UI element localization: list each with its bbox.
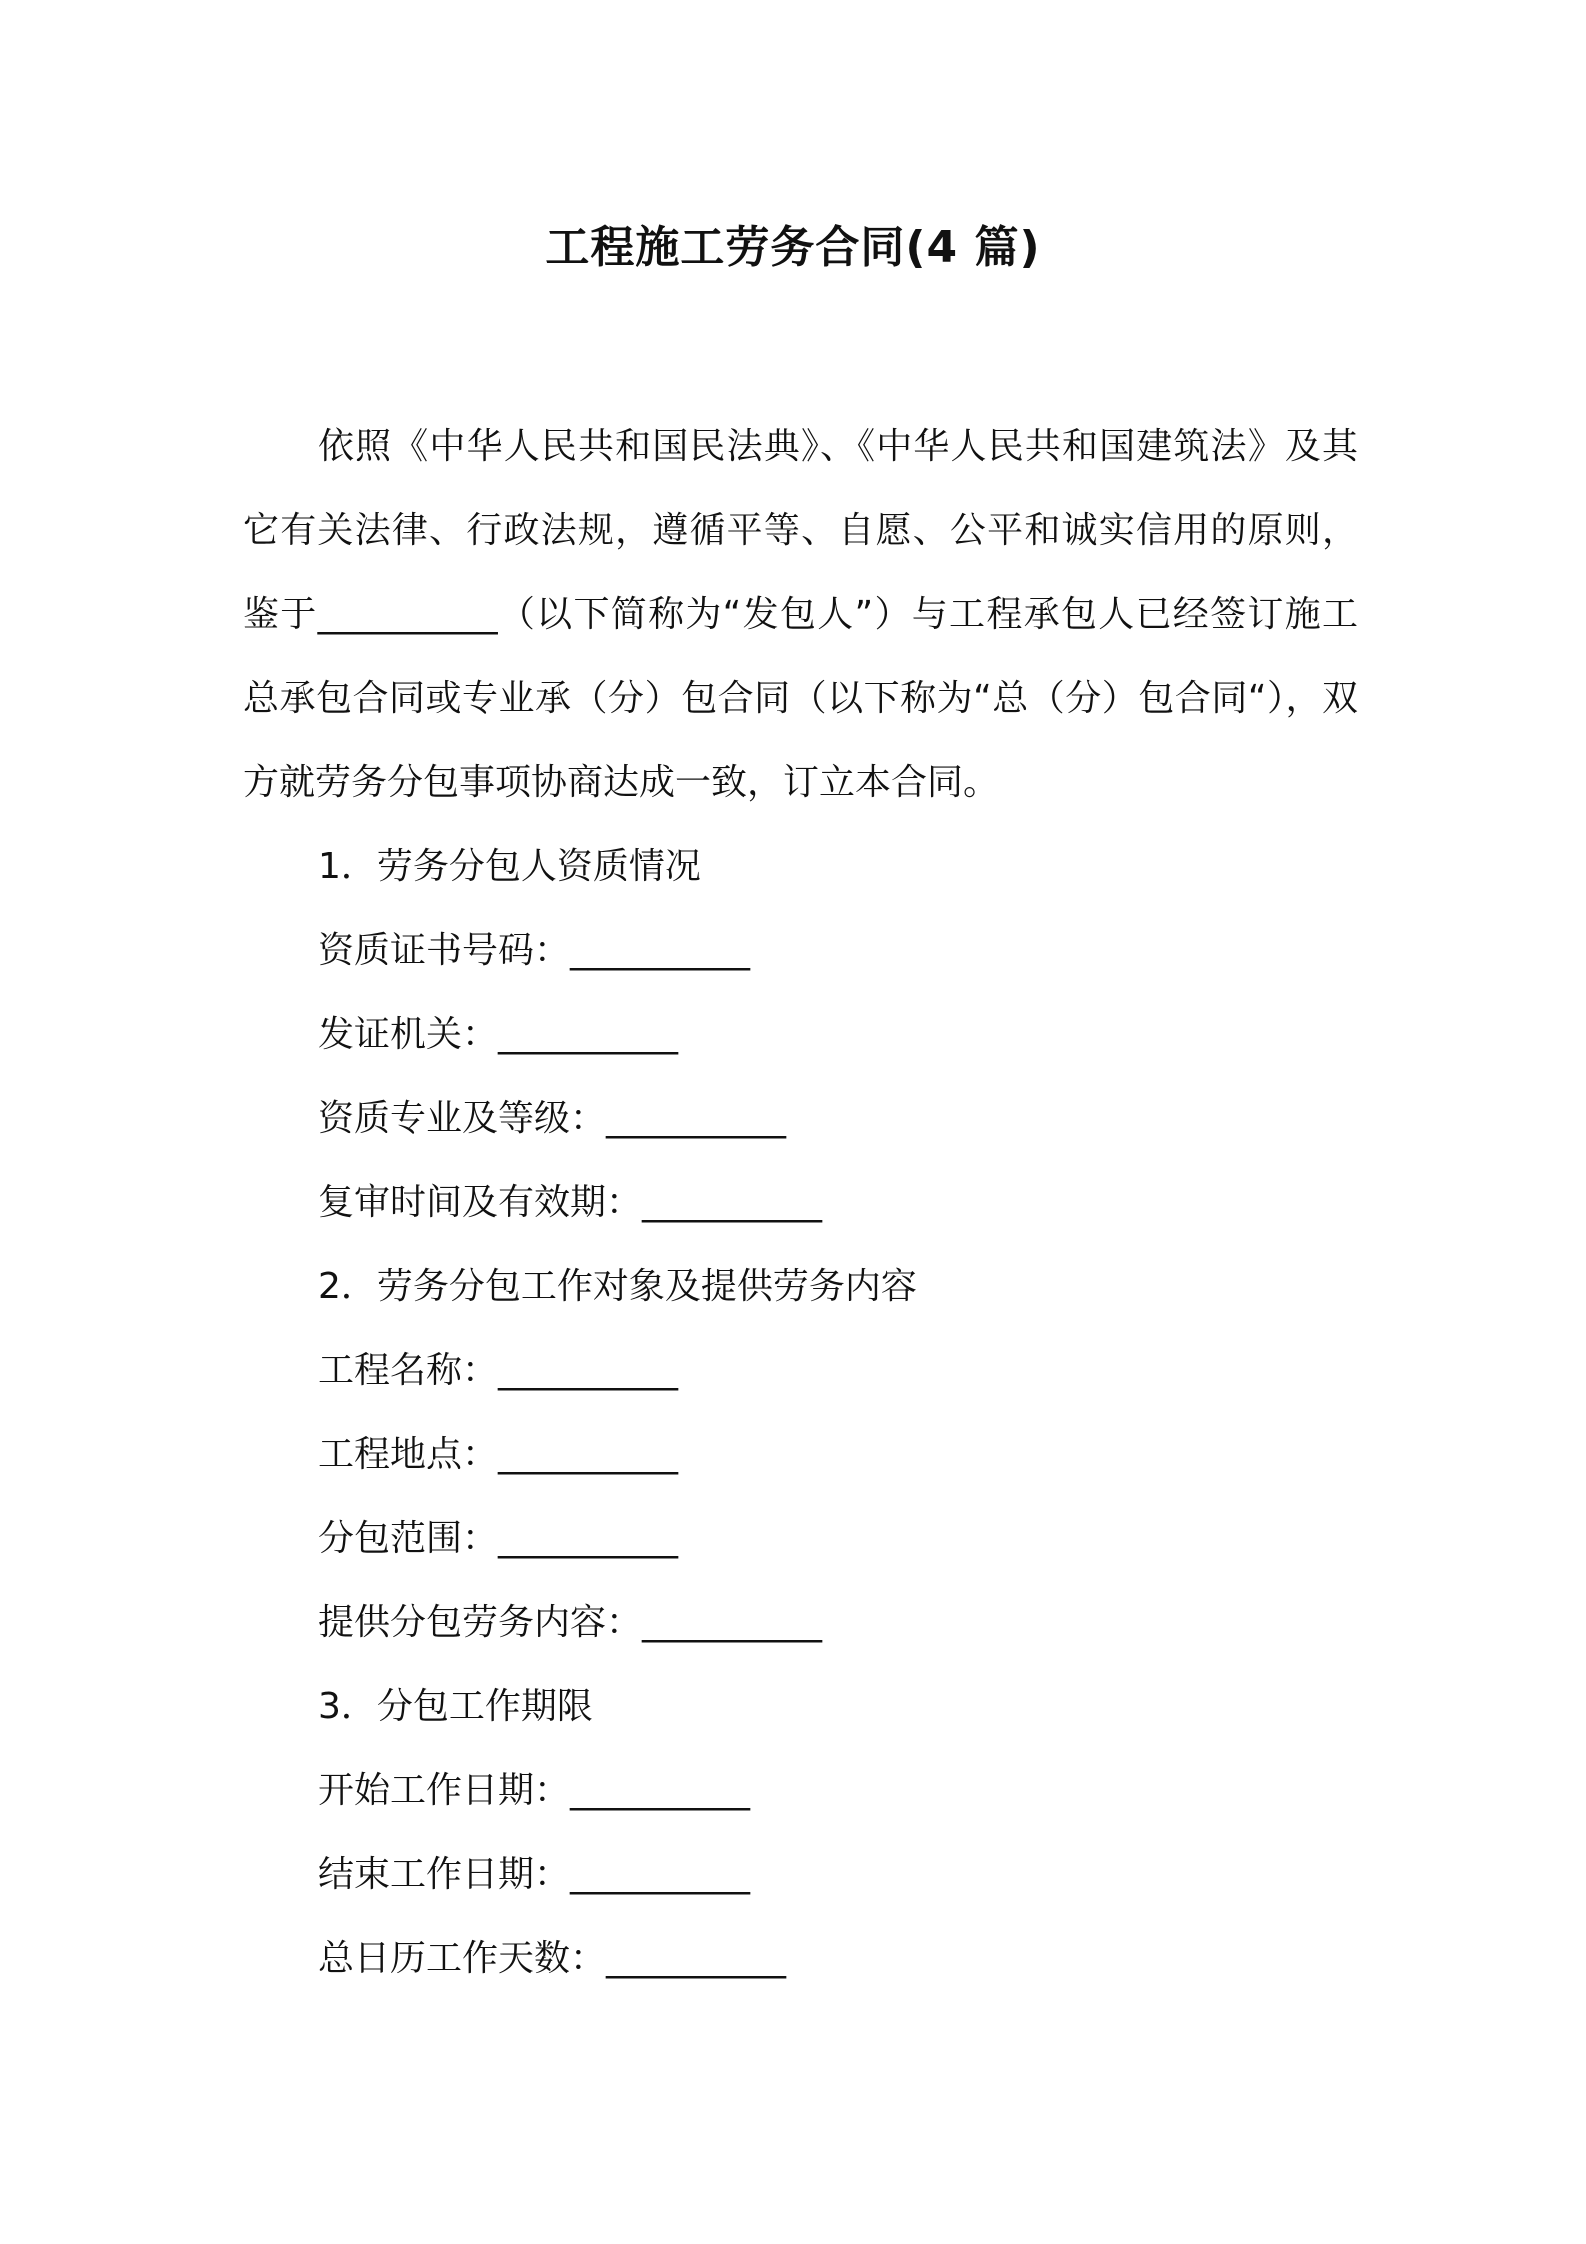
section-heading-work-content: 2．劳务分包工作对象及提供劳务内容 bbox=[318, 1266, 917, 1307]
document-body bbox=[243, 405, 1358, 2001]
section-heading-work-period: 3．分包工作期限 bbox=[318, 1686, 593, 1727]
field-review-validity: 复审时间及有效期：__________ bbox=[318, 1182, 823, 1223]
field-labor-content: 提供分包劳务内容：__________ bbox=[318, 1602, 823, 1643]
field-certificate-number: 资质证书号码：__________ bbox=[318, 930, 751, 971]
field-start-date: 开始工作日期：__________ bbox=[318, 1770, 751, 1811]
intro-paragraph: 依照《中华人民共和国民法典》、《中华人民共和国建筑法》及其它有关法律、行政法规，遵循平等、自愿、公平和诚实信用的原则，鉴于__________（以下简称为“发包人”）与工程承包人已经签订施工总承包合同或专业承（分）包合同（以下称为“总（分）包合同“），双方就劳务分包事项协商达成一致，订立本合同。 bbox=[243, 426, 1358, 803]
field-end-date: 结束工作日期：__________ bbox=[318, 1854, 751, 1895]
field-project-name: 工程名称：__________ bbox=[318, 1350, 679, 1391]
field-qualification-grade: 资质专业及等级：__________ bbox=[318, 1098, 787, 1139]
field-issuing-authority: 发证机关：__________ bbox=[318, 1014, 679, 1055]
document-title: 工程施工劳务合同(4 篇) bbox=[545, 222, 1041, 273]
section-heading-qualification: 1．劳务分包人资质情况 bbox=[318, 846, 701, 887]
field-project-location: 工程地点：__________ bbox=[318, 1434, 679, 1475]
field-subcontract-scope: 分包范围：__________ bbox=[318, 1518, 679, 1559]
field-total-days: 总日历工作天数：__________ bbox=[318, 1938, 787, 1979]
